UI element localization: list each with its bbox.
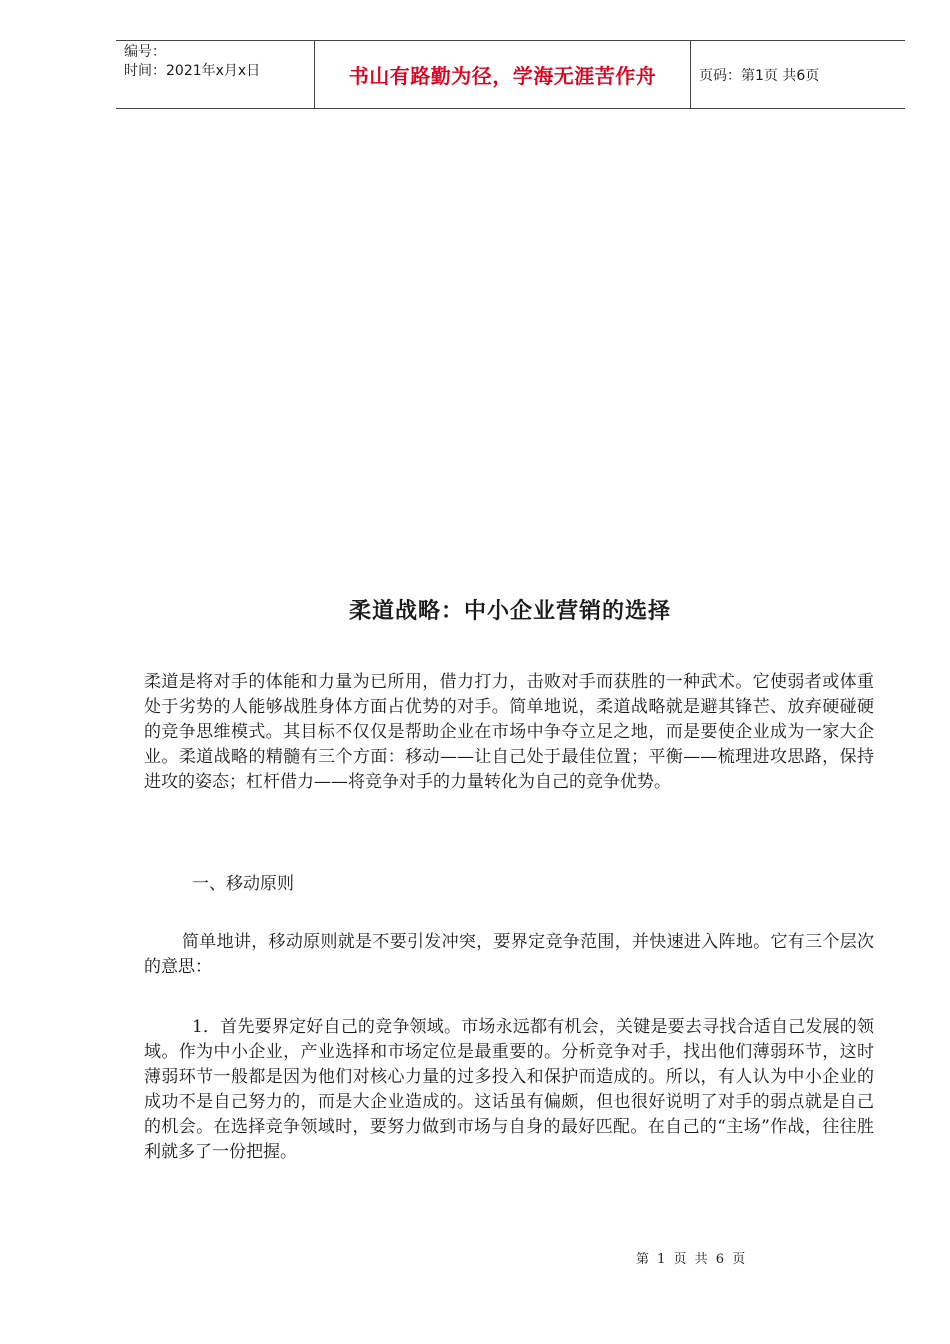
document-header <box>116 40 905 109</box>
paragraph-point-1: 1．首先要界定好自己的竞争领域。市场永远都有机会，关键是要去寻找合适自己发展的领域。作为中小企业，产业选择和市场定位是最重要的。分析竞争对手，找出他们薄弱环节，这时薄弱环节一般都是因为他们对核心力量的过多投入和保护而造成的。所以，有人认为中小企业的成功不是自己努力的，而是大企业造成的。这话虽有偏颇，但也很好说明了对手的弱点就是自己的机会。在选择竞争领域时，要努力做到市场与自身的最好匹配。在自己的“主场”作战，往往胜利就多了一份把握。 <box>144 1017 874 1162</box>
header-meta <box>116 41 315 108</box>
paragraph-intro: 柔道是将对手的体能和力量为已所用，借力打力，击败对手而获胜的一种武术。它使弱者或体重处于劣势的人能够战胜身体方面占优势的对手。简单地说，柔道战略就是避其锋芒、放弃硬碰硬的竞争思维模式。其目标不仅仅是帮助企业在市场中争夺立足之地，而是要使企业成为一家大企业。柔道战略的精髓有三个方面：移动——让自己处于最佳位置；平衡——梳理进攻思路，保持进攻的姿态；杠杆借力——将竞争对手的力量转化为自己的竞争优势。 <box>144 672 874 792</box>
page-footer: 第 1 页 共 6 页 <box>636 1252 748 1267</box>
header-page-info: 页码：第1页 共6页 <box>699 67 820 84</box>
time-label: 时间：2021年x月x日 <box>124 63 261 79</box>
section-heading: 一、移动原则 <box>192 874 294 894</box>
number-label: 编号： <box>124 44 166 60</box>
paragraph-movement: 简单地讲，移动原则就是不要引发冲突，要界定竞争范围，并快速进入阵地。它有三个层次的意思： <box>144 932 874 977</box>
header-motto: 书山有路勤为径，学海无涯苦作舟 <box>315 41 691 108</box>
document-title: 柔道战略：中小企业营销的选择 <box>348 598 671 624</box>
